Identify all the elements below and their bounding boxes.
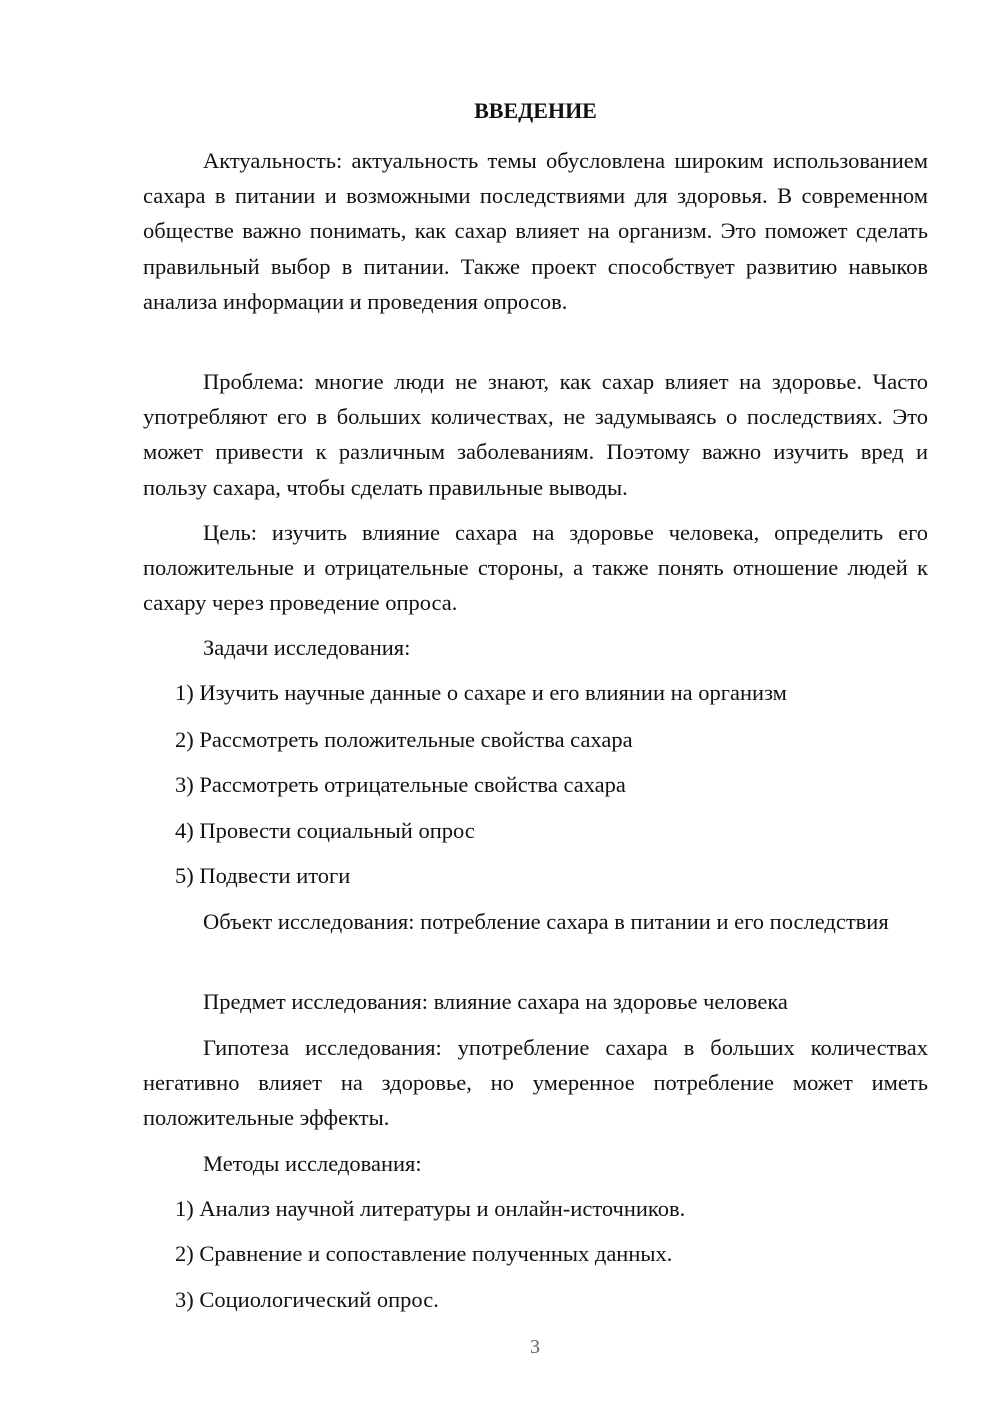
- method-item: 3) Социологический опрос.: [175, 1287, 439, 1312]
- paragraph-object: Объект исследования: потребление сахара в питании и его последствия: [203, 909, 889, 934]
- paragraph-hypothesis: Гипотеза исследования: употребление сахара в больших количествах негативно влияет на здоровье, но умеренное потребление может иметь положительные эффекты.: [143, 1035, 928, 1131]
- paragraph-goal: Цель: изучить влияние сахара на здоровье человека, определить его положительные и отрицательные стороны, а также понять отношение людей к сахару через проведение опроса.: [143, 520, 928, 616]
- methods-intro: Методы исследования:: [203, 1151, 422, 1176]
- tasks-intro: Задачи исследования:: [203, 635, 411, 660]
- task-item: 2) Рассмотреть положительные свойства сахара: [175, 727, 633, 752]
- paragraph-problem: Проблема: многие люди не знают, как сахар влияет на здоровье. Часто употребляют его в больших количествах, не задумываясь о последствиях. Это может привести к различным заболеваниям. Поэтому важно изучить вред и пользу сахара, чтобы сделать правильные выводы.: [143, 369, 928, 500]
- task-item: 4) Провести социальный опрос: [175, 818, 475, 843]
- section-heading: ВВЕДЕНИЕ: [474, 98, 597, 123]
- paragraph-subject: Предмет исследования: влияние сахара на здоровье человека: [203, 989, 788, 1014]
- paragraph-relevance: Актуальность: актуальность темы обусловлена широким использованием сахара в питании и возможными последствиями для здоровья. В современном обществе важно понимать, как сахар влияет на организм. Это поможет сделать правильный выбор в питании. Также проект способствует развитию навыков анализа информации и проведения опросов.: [143, 148, 928, 314]
- task-item: 5) Подвести итоги: [175, 863, 351, 888]
- method-item: 1) Анализ научной литературы и онлайн-источников.: [175, 1196, 686, 1221]
- method-item: 2) Сравнение и сопоставление полученных данных.: [175, 1241, 673, 1266]
- task-item: 3) Рассмотреть отрицательные свойства сахара: [175, 772, 626, 797]
- task-item: 1) Изучить научные данные о сахаре и его влиянии на организм: [175, 680, 787, 705]
- page-number: 3: [530, 1336, 540, 1358]
